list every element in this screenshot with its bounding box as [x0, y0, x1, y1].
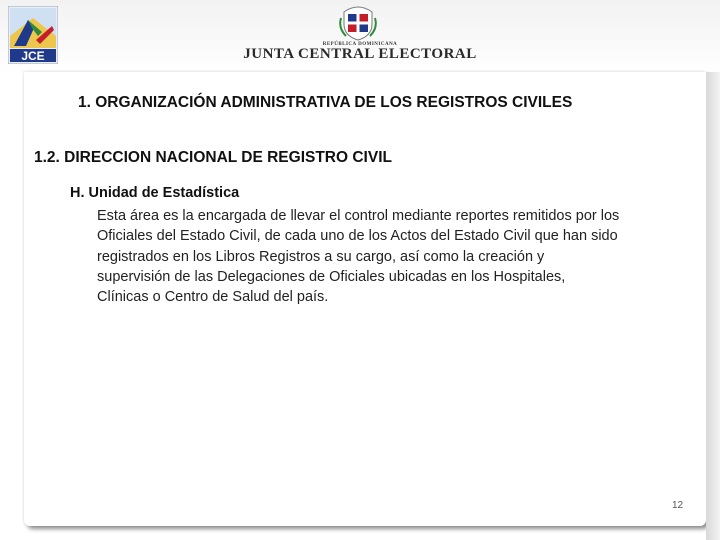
- body-line: Clínicas o Centro de Salud del país.: [97, 289, 329, 306]
- organization-name: JUNTA CENTRAL ELECTORAL: [243, 46, 477, 62]
- body-line: registrados en los Libros Registros a su cargo, así como la creación y: [97, 248, 545, 265]
- page-number: 12: [672, 500, 684, 511]
- country-label: REPÚBLICA DOMINICANA: [322, 42, 398, 47]
- section-heading: H. Unidad de Estadística: [70, 185, 240, 201]
- body-line: Oficiales del Estado Civil, de cada uno de los Actos del Estado Civil que han sido: [97, 228, 618, 245]
- coat-of-arms-icon: [338, 4, 378, 42]
- right-shadow: [706, 72, 720, 540]
- body-paragraph: [97, 206, 689, 307]
- logo-text: JCE: [21, 49, 45, 63]
- body-line: supervisión de las Delegaciones de Oficiales ubicadas en los Hospitales,: [97, 268, 566, 285]
- slide-subtitle: 1.2. DIRECCION NACIONAL DE REGISTRO CIVIL: [34, 149, 392, 166]
- slide-title: 1. ORGANIZACIÓN ADMINISTRATIVA DE LOS REGISTROS CIVILES: [78, 94, 573, 111]
- body-line: Esta área es la encargada de llevar el control mediante reportes remitidos por los: [97, 208, 620, 224]
